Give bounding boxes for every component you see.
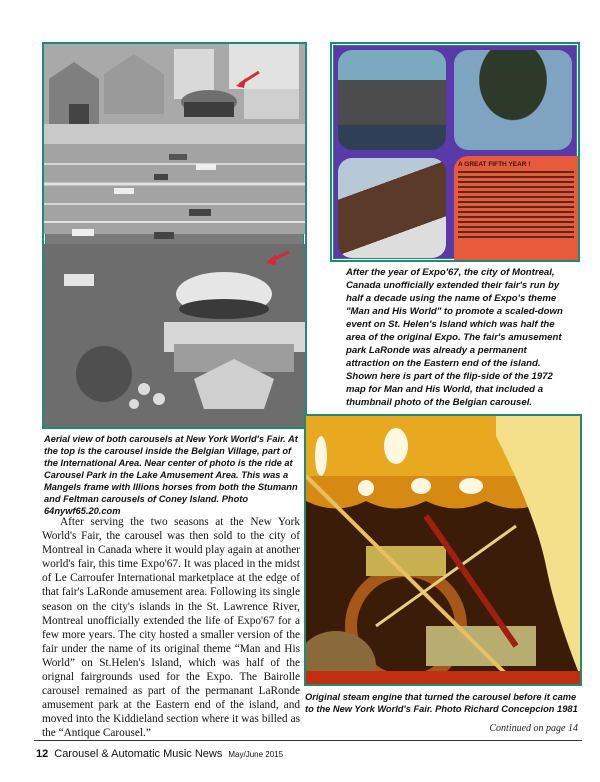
brochure-photo xyxy=(330,42,580,262)
aerial-photo-caption: Aerial view of both carousels at New York World's Fair. At the top is the carousel inside the Belgian Village, part of the International Area. Near center of photo is the ride at Carousel Park in the Lake Amusement Area. This was a Mangels frame with Illions horses from both the Stumann and Feltman carousels of Coney Island. Photo 64nywf65.20.com xyxy=(44,434,298,516)
page-number: 12 xyxy=(36,748,49,760)
dancers-thumbnail xyxy=(338,158,446,258)
steam-engine-photo xyxy=(304,414,582,686)
carousel-thumbnail xyxy=(454,50,572,150)
aerial-photo-graphic xyxy=(44,44,305,427)
page-footer xyxy=(36,744,283,762)
continued-notice: Continued on page 14 xyxy=(489,723,578,734)
footer-divider xyxy=(34,740,582,741)
publication-title: Carousel & Automatic Music News xyxy=(54,748,223,760)
pavilion-thumbnail xyxy=(338,50,446,150)
steam-engine-graphic xyxy=(306,416,580,684)
article-body xyxy=(42,515,300,741)
brochure-heading: A GREAT FIFTH YEAR ! xyxy=(458,161,531,168)
aerial-photo xyxy=(42,42,307,429)
brochure-photo-caption: After the year of Expo'67, the city of Montreal, Canada unofficially extended their fair's run by half a decade using the name of Expo's theme "Man and His World" to promote a scaled-down event on St. Helen's Island which was half the area of the original Expo. The fair's amusement park LaRonde was already a permanent attraction on the Eastern end of the island. Shown here is part of the flip-side of the 1972 map for Man and His World, that included a thumbnail photo of the Belgian carousel. xyxy=(346,267,563,408)
issue-date: May/June 2015 xyxy=(228,750,284,759)
brochure-text-panel xyxy=(454,156,578,262)
steam-engine-caption: Original steam engine that turned the carousel before it came to the New York World's Fair. Photo Richard Concepcion 1981 xyxy=(305,692,578,714)
article-paragraph: After serving the two seasons at the New York World's Fair, the carousel was then sold to the city of Montreal in Canada where it would play again at another world's fair, this time Expo'67. It was placed in the midst of Le Carroufer International marketplace at the edge of that fair's LaRonde amusement area. Following its single season on the city's islands in the St. Lawrence River, Montreal unofficially extended the life of Expo'67 for a few more years. The city hosted a smaller version of the fair under the name of its original theme “Man and His World” on St.Helen's Island, which was half of the orignal fairgrounds used for the Expo. The Bairolle carousel remained as part of the permanant LaRonde amusement park at the Eastern end of the island, and moved into the Kiddieland section where it was billed as the “Antique Carousel.” xyxy=(42,516,300,740)
